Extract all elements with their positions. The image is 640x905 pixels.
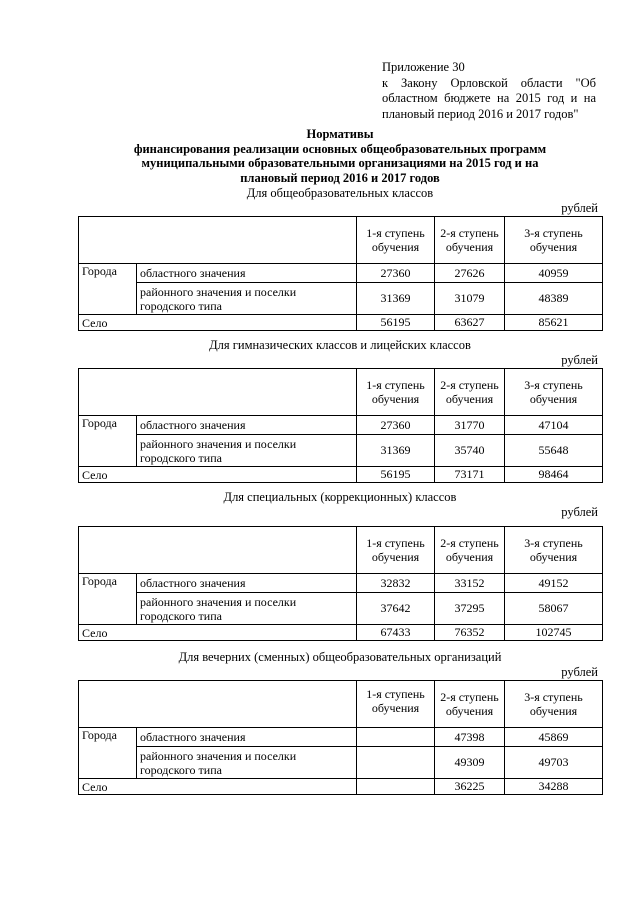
header-stage2: 2-я ступень обучения [435, 527, 505, 574]
table-row [79, 779, 603, 795]
value-cell: 55648 [505, 435, 603, 467]
value-cell: 58067 [505, 593, 603, 625]
section-title: Для общеобразовательных классов [246, 186, 434, 200]
appendix-line: к Закону Орловской области "Об [382, 75, 596, 90]
table-row [79, 728, 603, 747]
value-cell: 31079 [435, 283, 505, 315]
header-stage1: 1-я ступень обучения [357, 217, 435, 264]
row-label: районного значения и поселки городского типа [137, 283, 357, 315]
value-cell: 85621 [505, 315, 603, 331]
heading-line: финансирования реализации основных общеобразовательных программ [133, 141, 547, 156]
village-label: Село [79, 625, 357, 641]
value-cell: 73171 [435, 467, 505, 483]
village-label: Село [79, 467, 357, 483]
appendix-line: плановый период 2016 и 2017 годов" [382, 106, 579, 121]
value-cell: 40959 [505, 264, 603, 283]
value-cell: 27626 [435, 264, 505, 283]
norm-table [78, 368, 603, 483]
value-cell: 49309 [435, 747, 505, 779]
header-stage3: 3-я ступень обучения [505, 217, 603, 264]
value-cell: 67433 [357, 625, 435, 641]
header-empty-cell [79, 217, 357, 264]
document-heading [78, 127, 602, 185]
row-label: областного значения [137, 574, 357, 593]
header-stage1: 1-я ступень обучения [357, 369, 435, 416]
section-title: Для специальных (коррекционных) классов [223, 490, 457, 504]
table-header-row [79, 527, 603, 574]
unit-label: рублей [561, 505, 598, 519]
value-cell [357, 728, 435, 747]
unit-label: рублей [561, 665, 598, 679]
value-cell: 56195 [357, 315, 435, 331]
appendix-line: Приложение 30 [382, 60, 465, 74]
table-row [79, 747, 603, 779]
value-cell: 37295 [435, 593, 505, 625]
header-stage2: 2-я ступень обучения [435, 681, 505, 728]
value-cell: 33152 [435, 574, 505, 593]
header-stage1: 1-я ступень обучения [357, 527, 435, 574]
value-cell: 56195 [357, 467, 435, 483]
row-label: районного значения и поселки городского типа [137, 747, 357, 779]
row-label: областного значения [137, 728, 357, 747]
table-row [79, 283, 603, 315]
table-row [79, 416, 603, 435]
unit-label: рублей [561, 353, 598, 367]
header-empty-cell [79, 527, 357, 574]
section-title: Для вечерних (сменных) общеобразовательных организаций [178, 650, 502, 664]
row-label: областного значения [137, 416, 357, 435]
value-cell: 35740 [435, 435, 505, 467]
value-cell: 27360 [357, 264, 435, 283]
row-label: районного значения и поселки городского типа [137, 435, 357, 467]
value-cell: 49152 [505, 574, 603, 593]
header-stage3: 3-я ступень обучения [505, 681, 603, 728]
norm-table [78, 680, 603, 795]
table-row [79, 574, 603, 593]
header-stage1: 1-я ступень обучения [357, 681, 435, 728]
value-cell: 31770 [435, 416, 505, 435]
cities-label: Города [79, 574, 137, 625]
row-label: районного значения и поселки городского типа [137, 593, 357, 625]
value-cell: 32832 [357, 574, 435, 593]
value-cell: 31369 [357, 283, 435, 315]
value-cell: 45869 [505, 728, 603, 747]
table-row [79, 264, 603, 283]
value-cell: 36225 [435, 779, 505, 795]
norm-table [78, 216, 603, 331]
header-stage2: 2-я ступень обучения [435, 369, 505, 416]
heading-line: Нормативы [306, 127, 374, 141]
table-header-row [79, 369, 603, 416]
table-row [79, 593, 603, 625]
section-title: Для гимназических классов и лицейских классов [209, 338, 471, 352]
header-stage3: 3-я ступень обучения [505, 527, 603, 574]
norm-table [78, 526, 603, 641]
value-cell: 63627 [435, 315, 505, 331]
header-stage2: 2-я ступень обучения [435, 217, 505, 264]
table-row [79, 467, 603, 483]
value-cell: 47398 [435, 728, 505, 747]
cities-label: Города [79, 264, 137, 315]
table-row [79, 625, 603, 641]
value-cell: 76352 [435, 625, 505, 641]
table-header-row [79, 681, 603, 728]
value-cell: 48389 [505, 283, 603, 315]
unit-label: рублей [561, 201, 598, 215]
row-label: областного значения [137, 264, 357, 283]
appendix-note [382, 60, 596, 122]
value-cell: 98464 [505, 467, 603, 483]
value-cell: 49703 [505, 747, 603, 779]
heading-line: муниципальными образовательными организациями на 2015 год и на [141, 156, 539, 170]
village-label: Село [79, 315, 357, 331]
village-label: Село [79, 779, 357, 795]
value-cell [357, 779, 435, 795]
header-stage3: 3-я ступень обучения [505, 369, 603, 416]
table-header-row [79, 217, 603, 264]
value-cell: 34288 [505, 779, 603, 795]
cities-label: Города [79, 728, 137, 779]
header-empty-cell [79, 681, 357, 728]
cities-label: Города [79, 416, 137, 467]
value-cell: 31369 [357, 435, 435, 467]
table-row [79, 315, 603, 331]
value-cell: 102745 [505, 625, 603, 641]
heading-line: плановый период 2016 и 2017 годов [240, 170, 440, 185]
appendix-line: областном бюджете на 2015 год и на [382, 91, 596, 105]
value-cell: 47104 [505, 416, 603, 435]
header-empty-cell [79, 369, 357, 416]
value-cell: 37642 [357, 593, 435, 625]
table-row [79, 435, 603, 467]
value-cell [357, 747, 435, 779]
value-cell: 27360 [357, 416, 435, 435]
